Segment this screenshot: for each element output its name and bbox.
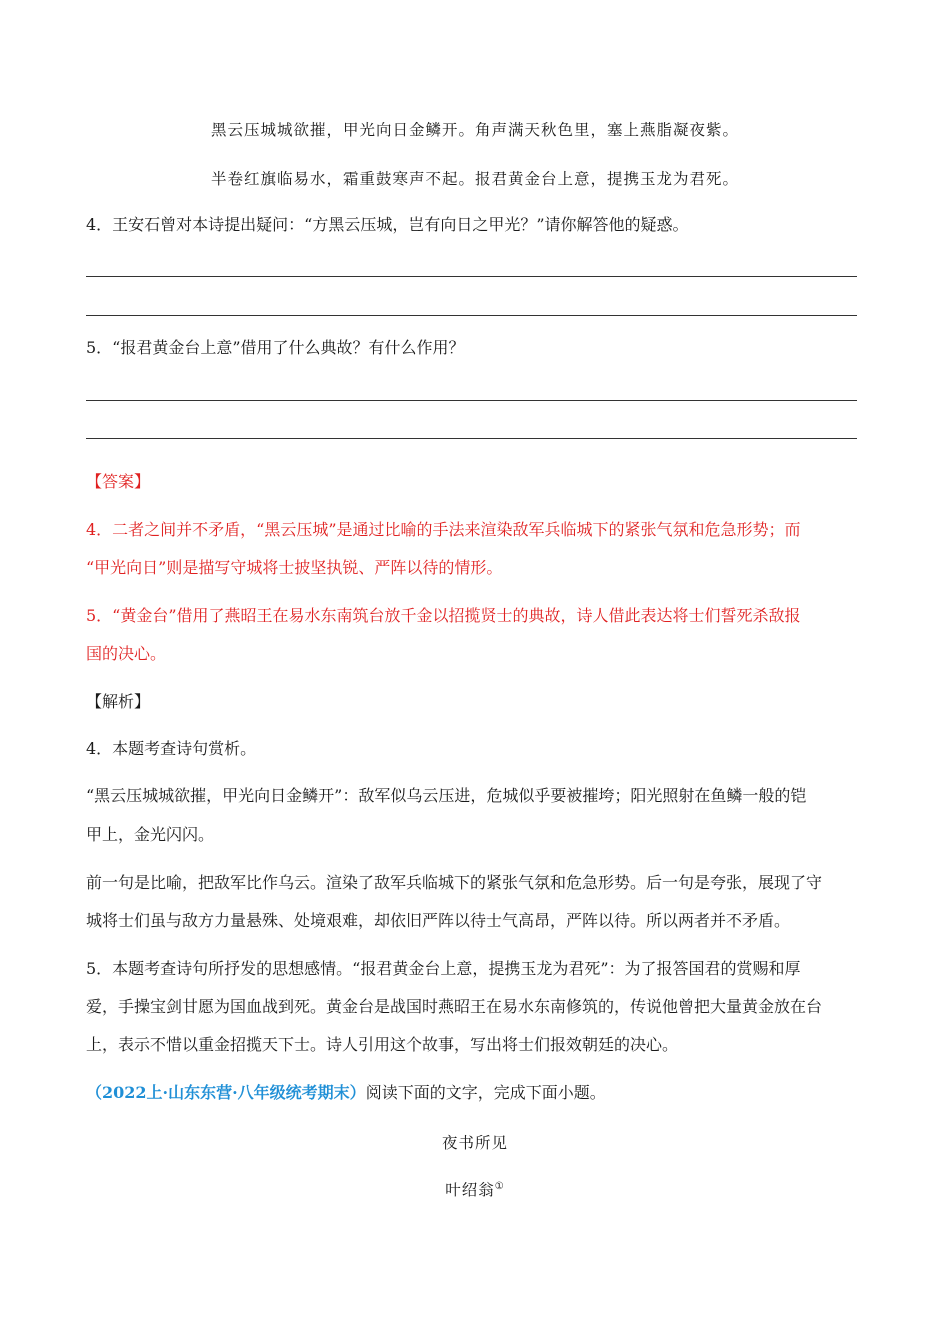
answer-5-line-2: 国的决心。 (86, 644, 167, 663)
answer-5-line-1: 5．“黄金台”借用了燕昭王在易水东南筑台放千金以招揽贤士的典故，诗人借此表达将士们誓死杀敌报 (86, 606, 801, 625)
answer-blank-line (86, 276, 857, 277)
answer-blank-line (86, 315, 857, 316)
author-name: 叶绍翁 (445, 1181, 495, 1199)
analysis-p2-line-1: “黑云压城城欲摧，甲光向日金鳞开”：敌军似乌云压进，危城似乎要被摧垮；阳光照射在鱼鳞一般的铠 (86, 786, 807, 805)
answer-4-line-1: 4．二者之间并不矛盾，“黑云压城”是通过比喻的手法来渲染敌军兵临城下的紧张气氛和危急形势；而 (86, 520, 801, 539)
footnote-marker[interactable]: ① (494, 1180, 505, 1192)
analysis-p4-line-3: 上，表示不惜以重金招揽天下士。诗人引用这个故事，写出将士们报效朝廷的决心。 (86, 1035, 679, 1054)
answer-heading: 【答案】 (86, 472, 151, 491)
answer-4-line-2: “甲光向日”则是描写守城将士披坚执锐、严阵以待的情形。 (86, 558, 503, 577)
instruction-text: 阅读下面的文字，完成下面小题。 (365, 1083, 606, 1102)
analysis-p4-line-1: 5．本题考查诗句所抒发的思想感情。“报君黄金台上意，提携玉龙为君死”：为了报答国君的赏赐和厚 (86, 959, 801, 978)
analysis-p3-line-2: 城将士们虽与敌方力量悬殊、处境艰难，却依旧严阵以待士气高昂，严阵以待。所以两者并不矛盾。 (86, 911, 791, 930)
analysis-p1: 4．本题考查诗句赏析。 (86, 739, 257, 758)
analysis-p3-line-1: 前一句是比喻，把敌军比作乌云。渲染了敌军兵临城下的紧张气氛和危急形势。后一句是夸张，展现了守 (86, 873, 823, 892)
question-4: 4．王安石曾对本诗提出疑问：“方黑云压城，岂有向日之甲光？”请你解答他的疑惑。 (86, 215, 689, 234)
source-label: （2022上·山东东营·八年级统考期末） (86, 1083, 366, 1102)
answer-blank-line (86, 438, 857, 439)
analysis-p2-line-2: 甲上，金光闪闪。 (86, 825, 215, 844)
analysis-p4-line-2: 爱，手操宝剑甘愿为国血战到死。黄金台是战国时燕昭王在易水东南修筑的，传说他曾把大量黄金放在台 (86, 997, 823, 1016)
question-5: 5．“报君黄金台上意”借用了什么典故？有什么作用？ (86, 338, 465, 357)
next-section-intro (86, 1083, 866, 1103)
answer-blank-line (86, 400, 857, 401)
poem-line-2: 半卷红旗临易水，霜重鼓寒声不起。报君黄金台上意，提携玉龙为君死。 (210, 170, 739, 188)
poem-author (0, 1178, 950, 1200)
poem-title: 夜书所见 (441, 1134, 508, 1152)
poem-line-1: 黑云压城城欲摧，甲光向日金鳞开。角声满天秋色里，塞上燕脂凝夜紫。 (210, 121, 739, 139)
analysis-heading: 【解析】 (86, 692, 151, 711)
